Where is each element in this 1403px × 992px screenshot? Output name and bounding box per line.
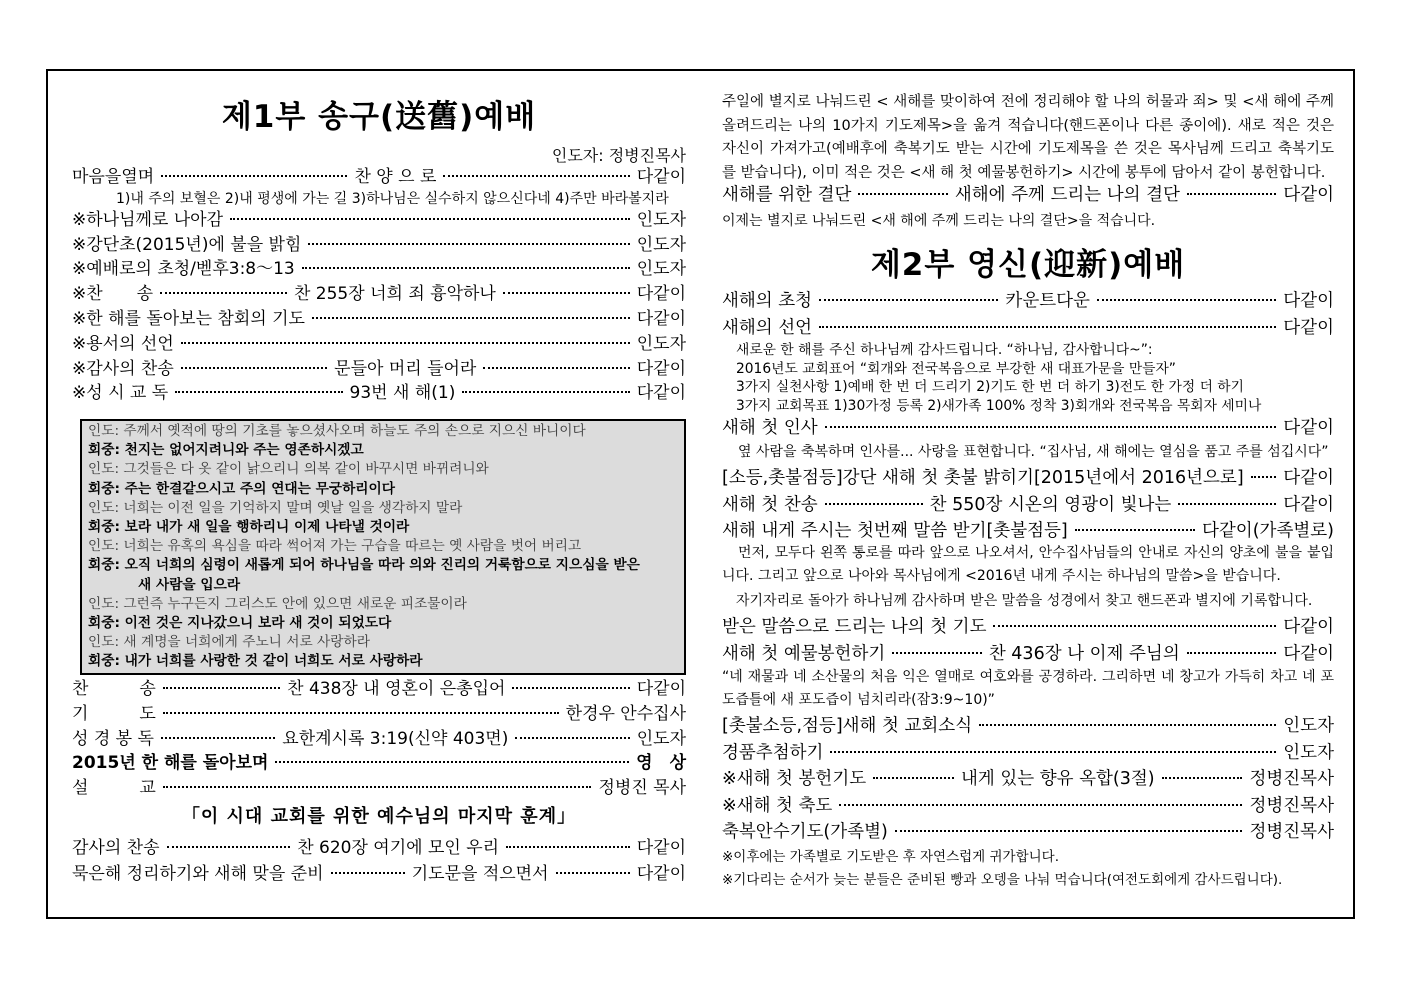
order-detail: 찬 550장 시온의 영광이 빛나는 bbox=[929, 494, 1172, 515]
dot-leader bbox=[312, 317, 630, 319]
order-item bbox=[722, 793, 1334, 820]
order-label: ※한 해를 돌아보는 참회의 기도 bbox=[72, 308, 305, 329]
dot-leader bbox=[979, 724, 1276, 726]
order-leader: 다같이 bbox=[1283, 494, 1335, 515]
part2-order-1 bbox=[722, 288, 1334, 342]
order-label: 새해를 위한 결단 bbox=[722, 185, 852, 205]
order-list-3 bbox=[72, 835, 686, 887]
order-item bbox=[722, 713, 1334, 740]
congregation-line: 회중: 천지는 없어지려니와 주는 영존하시겠고 bbox=[88, 442, 364, 459]
order-label: 마음을열며 bbox=[72, 167, 155, 187]
order-label: 설 교 bbox=[72, 778, 156, 799]
order-leader: 다같이 bbox=[1283, 643, 1334, 664]
leader-line: 인도: 주께서 옛적에 땅의 기초를 놓으셨사오며 하늘도 주의 손으로 지으신 바니이다 bbox=[88, 423, 586, 439]
dot-leader bbox=[503, 292, 630, 294]
greet-row-wrap bbox=[722, 416, 1334, 441]
dot-leader bbox=[556, 872, 630, 874]
order-label: 받은 말씀으로 드리는 나의 첫 기도 bbox=[722, 617, 987, 637]
order-label: ※강단초(2015년)에 불을 밝힘 bbox=[72, 234, 302, 255]
prayer-list-note: 주일에 별지로 나눠드린 < 새해를 맞이하여 전에 정리해야 할 나의 허물과 죄> 및 <새 해에 주께 올려드리는 나의 10가지 기도제목>을 옮겨 적습니다(핸드폰이나 다른 종이에). 새로 적은 것은 자신이 가져가고(예배후에 축복기도 받는 시간에 기도제목을 쓴 것은 목사님께 드리고 축복기도를 받습니다), 이미 적은 것은 <새 해 첫 예물봉헌하기> 시간에 봉투에 담아서 같이 봉헌합니다. bbox=[722, 94, 1334, 181]
resolve-note: 이제는 별지로 나눠드린 <새 해에 주께 드리는 나의 결단>을 적습니다. bbox=[722, 213, 1156, 229]
order-leader: 다같이(가족별로) bbox=[1202, 521, 1334, 541]
order-label: 경품추첨하기 bbox=[722, 742, 824, 763]
dot-leader bbox=[515, 737, 629, 739]
order-label: 새해의 선언 bbox=[722, 318, 813, 338]
dot-leader bbox=[830, 751, 1276, 753]
leader-line: 인도: 새 계명을 너희에게 주노니 서로 사랑하라 bbox=[88, 634, 370, 651]
order-leader: 다같이 bbox=[636, 167, 686, 187]
dot-leader bbox=[839, 804, 1242, 806]
congregation-line: 회중: 오직 너희의 심령이 새롭게 되어 하나님을 따라 의와 진리의 거룩함으로 지으심을 받은 bbox=[88, 557, 640, 574]
order-leader: 정병진목사 bbox=[1249, 822, 1334, 842]
dot-leader bbox=[1075, 529, 1195, 531]
part2-order-2 bbox=[722, 465, 1334, 545]
dot-leader bbox=[331, 872, 405, 874]
dot-leader bbox=[873, 777, 954, 779]
order-label: [촛불소등,점등]새해 첫 교회소식 bbox=[722, 716, 973, 736]
declaration-line: 3가지 교회목표 1)30가정 등록 2)새가족 100% 정착 3)회개와 전국복음 목회자 세미나 bbox=[736, 397, 1262, 414]
order-label: ※하나님께로 나아감 bbox=[72, 209, 224, 230]
word-note: 먼저, 모두다 왼쪽 통로를 따라 앞으로 나오셔서, 안수집사님들의 안내로 자신의 양초에 불을 붙입니다. 그리고 앞으로 나아와 목사님에게 <2016년 내게 주시는 하나님의 말씀>을 받습니다. bbox=[722, 545, 1334, 584]
dot-leader bbox=[181, 342, 630, 344]
dot-leader bbox=[483, 367, 629, 369]
congregation-line: 새 사람을 입으라 bbox=[138, 576, 241, 593]
dot-leader bbox=[1162, 777, 1243, 779]
dot-leader bbox=[308, 243, 629, 245]
declaration-line: 2016년도 교회표어 “회개와 전국복음으로 부강한 새 대표가문을 만들자” bbox=[736, 360, 1176, 377]
order-detail: 기도문을 적으면서 bbox=[411, 864, 549, 884]
order-leader: 인도자 bbox=[636, 209, 686, 230]
order-leader: 다같이 bbox=[1283, 468, 1334, 488]
order-label: 성 경 봉 독 bbox=[72, 728, 154, 749]
order-label: ※찬 송 bbox=[72, 284, 154, 305]
order-item bbox=[72, 751, 686, 776]
order-leader: 다같이 bbox=[1283, 291, 1334, 311]
dot-leader bbox=[462, 391, 629, 393]
order-label: 기 도 bbox=[72, 703, 156, 724]
order-detail: 찬 255장 너희 죄 흉악하나 bbox=[293, 284, 496, 305]
order-item bbox=[722, 641, 1334, 668]
greet-note: 옆 사람을 축복하며 인사를... 사랑을 표현합니다. “집사님, 새 해에는 열심을 품고 주를 섬깁시다” bbox=[738, 444, 1329, 460]
order-item bbox=[722, 614, 1334, 641]
bulletin-frame bbox=[46, 69, 1355, 919]
declaration-line: 3가지 실천사항 1)예배 한 번 더 드리기 2)기도 한 번 더 하기 3)전도 한 가정 더 하기 bbox=[736, 379, 1244, 395]
dot-leader bbox=[275, 761, 629, 763]
dot-leader bbox=[993, 625, 1276, 627]
leader-line: 인도: 그런즉 누구든지 그리스도 안에 있으면 새로운 피조물이라 bbox=[88, 595, 467, 612]
dot-leader bbox=[175, 391, 342, 393]
dot-leader bbox=[1178, 503, 1276, 505]
order-leader: 정병진목사 bbox=[1249, 769, 1334, 789]
order-label: 찬 송 bbox=[72, 679, 156, 699]
dot-leader bbox=[302, 267, 630, 269]
order-item bbox=[722, 492, 1334, 519]
order-detail: 93번 새 해(1) bbox=[349, 383, 456, 404]
dot-leader bbox=[825, 426, 1277, 428]
leader-line: 인도자: 정병진목사 bbox=[551, 146, 686, 165]
part2-order-3 bbox=[722, 614, 1334, 667]
order-label: 축복안수기도(가족별) bbox=[722, 822, 888, 842]
dot-leader bbox=[181, 367, 327, 369]
order-item bbox=[72, 835, 686, 861]
sermon-title: 「이 시대 교회를 위한 예수님의 마지막 훈계」 bbox=[181, 806, 577, 827]
part1-title: 제1부 송구(送舊)예배 bbox=[221, 99, 537, 135]
order-label: 감사의 찬송 bbox=[72, 838, 160, 858]
order-label: ※성 시 교 독 bbox=[72, 383, 169, 404]
order-leader: 인도자 bbox=[1283, 742, 1334, 763]
order-item bbox=[72, 677, 686, 702]
order-label: 묵은해 정리하기와 새해 맞을 준비 bbox=[72, 864, 324, 884]
order-item bbox=[722, 518, 1334, 545]
order-item bbox=[72, 257, 686, 282]
dot-leader bbox=[895, 830, 1243, 832]
order-item bbox=[722, 288, 1334, 315]
order-leader: 정병진목사 bbox=[1249, 795, 1334, 816]
dot-leader bbox=[892, 652, 982, 654]
order-leader: 정병진 목사 bbox=[598, 778, 686, 799]
order-leader: 다같이 bbox=[1283, 418, 1334, 438]
order-label: 새해의 초청 bbox=[722, 291, 813, 311]
order-label: 새해 첫 인사 bbox=[722, 418, 818, 438]
order-label: 새해 첫 예물봉헌하기 bbox=[722, 643, 886, 664]
dot-leader bbox=[825, 503, 923, 505]
order-leader: 한경우 안수집사 bbox=[565, 703, 686, 724]
order-detail: 찬 양 으 로 bbox=[354, 167, 437, 187]
dot-leader bbox=[160, 292, 287, 294]
order-leader: 다같이 bbox=[636, 838, 687, 858]
order-detail: 찬 438장 내 영혼이 은총입어 bbox=[287, 679, 506, 699]
order-leader: 다같이 bbox=[636, 358, 687, 379]
order-detail: 문들아 머리 들어라 bbox=[334, 358, 477, 379]
dot-leader bbox=[163, 687, 280, 689]
dot-leader bbox=[1251, 476, 1277, 478]
congregation-line: 회중: 내가 너희를 사랑한 것 같이 너희도 서로 사랑하라 bbox=[88, 653, 423, 670]
order-label: ※용서의 선언 bbox=[72, 333, 174, 354]
order-item bbox=[72, 233, 686, 258]
order-label: ※예배로의 초청/벧후3:8～13 bbox=[72, 259, 295, 280]
dot-leader bbox=[1097, 299, 1276, 301]
dot-leader bbox=[819, 299, 998, 301]
dot-leader bbox=[819, 326, 1276, 328]
order-item bbox=[72, 165, 686, 190]
congregation-line: 회중: 보라 내가 새 일을 행하리니 이제 나타낼 것이라 bbox=[88, 519, 410, 536]
dot-leader bbox=[1187, 652, 1277, 654]
order-list-2 bbox=[72, 677, 686, 801]
order-label: 새해 내게 주시는 첫번째 말씀 받기[촛불점등] bbox=[722, 521, 1068, 541]
leader-line: 인도: 너희는 이전 일을 기억하지 말며 옛날 일을 생각하지 말라 bbox=[88, 499, 463, 516]
word-note-2: 자기자리로 돌아가 하나님께 감사하며 받은 말씀을 성경에서 찾고 핸드폰과 별지에 기록합니다. bbox=[736, 593, 1313, 609]
dot-leader bbox=[443, 175, 629, 177]
declaration-line: 새로운 한 해를 주신 하나님께 감사드립니다. “하나님, 감사합니다~”: bbox=[736, 342, 1153, 358]
order-item bbox=[72, 776, 686, 801]
order-item bbox=[72, 381, 686, 406]
order-item bbox=[72, 357, 686, 382]
order-detail: 요한계시록 3:19(신약 403면) bbox=[282, 728, 509, 749]
order-item bbox=[72, 861, 686, 887]
order-item bbox=[72, 332, 686, 357]
order-item bbox=[72, 702, 686, 727]
order-item bbox=[722, 416, 1334, 441]
order-item bbox=[72, 282, 686, 307]
order-label: 2015년 한 해를 돌아보며 bbox=[72, 753, 269, 774]
part2-order-4 bbox=[722, 713, 1334, 846]
resolve-row-wrap bbox=[722, 183, 1334, 208]
order-leader: 인도자 bbox=[636, 728, 687, 749]
congregation-line: 회중: 주는 한결같으시고 주의 연대는 무궁하리이다 bbox=[88, 480, 395, 497]
dot-leader bbox=[512, 687, 629, 689]
order-item bbox=[72, 727, 686, 752]
declaration-block bbox=[736, 341, 1336, 415]
order-leader: 인도자 bbox=[636, 234, 686, 255]
footnote: ※기다리는 순서가 늦는 분들은 준비된 빵과 오뎅을 나눠 먹습니다(여전도회에게 감사드립니다). bbox=[722, 872, 1283, 888]
order-leader: 다같이 bbox=[1283, 617, 1334, 637]
part2-title: 제2부 영신(迎新)예배 bbox=[870, 247, 1186, 283]
order-label: ※감사의 찬송 bbox=[72, 358, 174, 379]
dot-leader bbox=[161, 737, 275, 739]
offering-note: “네 재물과 네 소산물의 처음 익은 열매로 여호와를 공경하라. 그리하면 네 창고가 가득히 차고 네 포도즙틀에 새 포도즙이 넘치리라(잠3:9~10)” bbox=[722, 669, 1334, 708]
order-leader: 인도자 bbox=[636, 333, 686, 354]
responsive-reading-box bbox=[80, 419, 686, 675]
order-label: ※새해 첫 축도 bbox=[722, 795, 833, 816]
order-leader: 다같이 bbox=[636, 864, 686, 884]
order-label: [소등,촛불점등]강단 새해 첫 촛불 밝히기[2015년에서 2016년으로] bbox=[722, 468, 1244, 488]
order-detail: 내게 있는 향유 옥합(3절) bbox=[960, 769, 1155, 789]
dot-leader bbox=[167, 846, 291, 848]
dot-leader bbox=[163, 712, 559, 714]
order-leader: 인도자 bbox=[1283, 716, 1334, 736]
order-leader: 다같이 bbox=[636, 284, 686, 305]
order-item bbox=[722, 819, 1334, 846]
order-item bbox=[72, 307, 686, 332]
order-detail: 새해에 주께 드리는 나의 결단 bbox=[954, 185, 1180, 205]
dot-leader bbox=[858, 193, 947, 195]
order-leader: 다같이 bbox=[636, 383, 687, 404]
order-item bbox=[722, 315, 1334, 342]
leader-line: 인도: 너희는 유혹의 욕심을 따라 썩어져 가는 구습을 따르는 옛 사람을 벗어 버리고 bbox=[88, 538, 582, 555]
footnote: ※이후에는 가족별로 기도받은 후 자연스럽게 귀가합니다. bbox=[722, 849, 1060, 865]
order-label: ※새해 첫 봉헌기도 bbox=[722, 769, 867, 789]
dot-leader bbox=[230, 218, 630, 220]
order-list-1 bbox=[72, 165, 686, 406]
dot-leader bbox=[161, 175, 347, 177]
leader-line: 인도: 그것들은 다 옷 같이 낡으리니 의복 같이 바꾸시면 바뀌려니와 bbox=[88, 461, 489, 478]
dot-leader bbox=[1187, 193, 1276, 195]
order-detail: 찬 620장 여기에 모인 우리 bbox=[297, 838, 500, 858]
order-label: 새해 첫 찬송 bbox=[722, 494, 818, 515]
hymn-list: 1)내 주의 보혈은 2)내 평생에 가는 길 3)하나님은 실수하지 않으신다네 4)주만 바라볼지라 bbox=[116, 190, 669, 207]
order-item bbox=[722, 183, 1334, 208]
order-item bbox=[722, 740, 1334, 767]
dot-leader bbox=[163, 786, 592, 788]
order-leader: 영 상 bbox=[636, 753, 686, 774]
congregation-line: 회중: 이전 것은 지나갔으니 보라 새 것이 되었도다 bbox=[88, 615, 392, 632]
order-leader: 다같이 bbox=[1283, 318, 1334, 338]
order-leader: 다같이 bbox=[1283, 185, 1334, 205]
order-leader: 다같이 bbox=[636, 679, 686, 699]
footnotes bbox=[722, 846, 1334, 892]
dot-leader bbox=[506, 846, 630, 848]
order-detail: 카운트다운 bbox=[1005, 291, 1090, 311]
order-item bbox=[722, 766, 1334, 793]
order-leader: 인도자 bbox=[636, 259, 686, 280]
order-item bbox=[722, 465, 1334, 492]
order-detail: 찬 436장 나 이제 주님의 bbox=[988, 643, 1180, 664]
order-leader: 다같이 bbox=[636, 308, 686, 329]
order-item bbox=[72, 208, 686, 233]
